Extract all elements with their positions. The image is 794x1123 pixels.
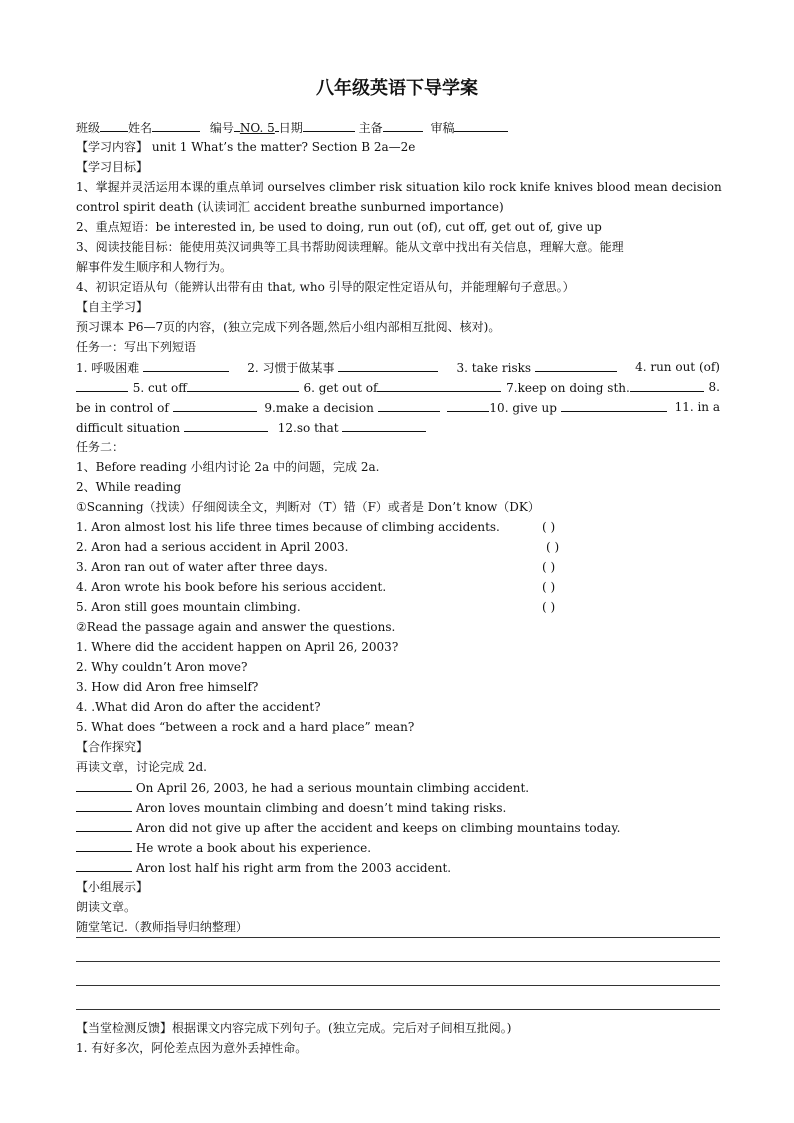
note-line <box>76 986 720 1010</box>
answer-paren[interactable]: ( ) <box>542 520 556 534</box>
phrase-12-blank[interactable] <box>342 417 426 432</box>
page-title: 八年级英语下导学案 <box>316 78 478 99</box>
coop-text: 再读文章，讨论完成 2d. <box>76 760 207 774</box>
number-label: 编号 <box>209 121 234 135</box>
number-value: NO. 5 <box>239 121 275 135</box>
phrase-7-blank[interactable] <box>630 377 704 392</box>
phrase-9: 9.make a decision <box>264 401 374 415</box>
phrase-5-blank[interactable] <box>187 377 299 392</box>
phrase-line-3 <box>76 397 720 417</box>
while-reading: 2、While reading <box>76 480 182 494</box>
phrase-11-blank[interactable] <box>184 417 268 432</box>
phrase-5: 5. cut off <box>132 381 187 395</box>
phrase-3: 3. take risks <box>456 361 532 375</box>
group-text: 朗读文章。 <box>76 900 137 914</box>
answer-paren[interactable]: ( ) <box>542 560 556 574</box>
scanning-instruction: ①Scanning（找读）仔细阅读全文，判断对（T）错（F）或者是 Don’t know（DK） <box>76 500 540 514</box>
phrase-2: 2. 习惯于做某事 <box>247 361 335 375</box>
question: 1. Where did the accident happen on April 26, 2003? <box>76 640 399 654</box>
tf-item <box>76 537 720 557</box>
header-info-line <box>76 117 720 137</box>
phrase-4-blank[interactable] <box>76 377 128 392</box>
phrase-10-pre-blank[interactable] <box>447 397 489 412</box>
note-line <box>76 938 720 962</box>
read-again-instruction: ②Read the passage again and answer the questions. <box>76 620 396 634</box>
phrase-1: 1. 呼吸困难 <box>76 361 140 375</box>
tf-item-text: 1. Aron almost lost his life three times because of climbing accidents. <box>76 520 500 534</box>
test-item: 1. 有好多次，阿伦差点因为意外丢掉性命。 <box>76 1041 308 1055</box>
tf-item <box>76 557 720 577</box>
date-blank[interactable] <box>303 117 355 132</box>
sequence-blank[interactable] <box>76 857 132 872</box>
tf-item <box>76 577 720 597</box>
worksheet-body <box>76 117 720 1058</box>
goal-line: 3、阅读技能目标：能使用英汉词典等工具书帮助阅读理解。能从文章中找出有关信息，理解大意。能理 <box>76 240 624 254</box>
question: 4. .What did Aron do after the accident? <box>76 700 321 714</box>
phrase-6-blank[interactable] <box>377 377 501 392</box>
sequence-item <box>76 797 720 817</box>
test-label: 【当堂检测反馈】 <box>76 1021 173 1035</box>
phrase-1-blank[interactable] <box>143 357 229 372</box>
sequence-text: Aron lost half his right arm from the 2003 accident. <box>135 861 452 875</box>
phrase-2-blank[interactable] <box>338 357 438 372</box>
sequence-item <box>76 817 720 837</box>
answer-paren[interactable]: ( ) <box>546 540 560 554</box>
preparer-label: 主备 <box>358 121 383 135</box>
test-line <box>76 1018 720 1038</box>
tf-item-text: 4. Aron wrote his book before his serious accident. <box>76 580 387 594</box>
class-blank[interactable] <box>100 117 128 132</box>
phrase-10: 10. give up <box>489 401 557 415</box>
sequence-text: Aron loves mountain climbing and doesn’t mind taking risks. <box>135 801 507 815</box>
sequence-item <box>76 837 720 857</box>
tf-item <box>76 517 720 537</box>
phrase-8-text: be in control of <box>76 401 169 415</box>
phrase-12: 12.so that <box>277 421 339 435</box>
phrase-line-2 <box>76 377 720 397</box>
coop-label: 【合作探究】 <box>76 740 149 754</box>
note-line <box>76 962 720 986</box>
name-blank[interactable] <box>152 117 200 132</box>
preparer-blank[interactable] <box>383 117 423 132</box>
goal-line: 4、初识定语从句（能辨认出带有由 that, who 引导的限定性定语从句，并能理解句子意思。） <box>76 280 575 294</box>
notes-heading: 随堂笔记.（教师指导归纳整理） <box>76 917 720 938</box>
goal-line: 解事件发生顺序和人物行为。 <box>76 260 233 274</box>
content-label: 【学习内容】 <box>76 140 149 154</box>
sequence-blank[interactable] <box>76 777 132 792</box>
reviewer-blank[interactable] <box>454 117 508 132</box>
phrase-9-blank[interactable] <box>378 397 440 412</box>
phrase-8-blank[interactable] <box>173 397 257 412</box>
sequence-item <box>76 777 720 797</box>
class-label: 班级 <box>76 121 101 135</box>
tf-item-text: 2. Aron had a serious accident in April 2003. <box>76 540 349 554</box>
before-reading: 1、Before reading 小组内讨论 2a 中的问题，完成 2a. <box>76 460 380 474</box>
reviewer-label: 审稿 <box>430 121 455 135</box>
phrase-11: 11. in a <box>674 400 720 414</box>
tf-item-text: 3. Aron ran out of water after three days. <box>76 560 328 574</box>
phrase-3-blank[interactable] <box>535 357 617 372</box>
sequence-blank[interactable] <box>76 797 132 812</box>
notes-area[interactable] <box>76 938 720 1010</box>
phrase-8: 8. <box>708 380 720 394</box>
goal-line: 2、重点短语：be interested in, be used to doing, run out (of), cut off, get out of, give up <box>76 220 602 234</box>
phrase-10-blank[interactable] <box>561 397 667 412</box>
task1-label: 任务一：写出下列短语 <box>76 340 197 354</box>
phrase-6: 6. get out of <box>303 381 378 395</box>
tf-item <box>76 597 720 617</box>
name-label: 姓名 <box>128 121 153 135</box>
goal-line: 1、掌握并灵活运用本课的重点单词 ourselves climber risk situation kilo rock knife knives blood mean decision <box>76 180 722 194</box>
sequence-item <box>76 857 720 877</box>
sequence-blank[interactable] <box>76 817 132 832</box>
test-text: 根据课文内容完成下列句子。(独立完成。完后对子间相互批阅。) <box>172 1021 512 1035</box>
phrase-11-text: difficult situation <box>76 421 181 435</box>
sequence-text: Aron did not give up after the accident and keeps on climbing mountains today. <box>135 821 621 835</box>
preview-text: 预习课本 P6—7页的内容，(独立完成下列各题,然后小组内部相互批阅、核对)。 <box>76 320 501 334</box>
content-text: unit 1 What’s the matter? Section B 2a—2e <box>151 140 416 154</box>
goals-label: 【学习目标】 <box>76 160 149 174</box>
sequence-text: On April 26, 2003, he had a serious mountain climbing accident. <box>135 781 530 795</box>
phrase-4: 4. run out (of) <box>635 360 720 374</box>
question: 5. What does “between a rock and a hard place” mean? <box>76 720 415 734</box>
task2-label: 任务二： <box>76 440 125 454</box>
sequence-text: He wrote a book about his experience. <box>135 841 372 855</box>
answer-paren[interactable]: ( ) <box>542 580 556 594</box>
question: 3. How did Aron free himself? <box>76 680 259 694</box>
group-label: 【小组展示】 <box>76 880 149 894</box>
phrase-7: 7.keep on doing sth. <box>506 381 630 395</box>
date-label: 日期 <box>278 121 303 135</box>
self-study-label: 【自主学习】 <box>76 300 149 314</box>
answer-paren[interactable]: ( ) <box>542 600 556 614</box>
content-line <box>76 137 720 157</box>
tf-item-text: 5. Aron still goes mountain climbing. <box>76 600 301 614</box>
goal-line: control spirit death (认读词汇 accident breathe sunburned importance) <box>76 200 504 214</box>
phrase-line-4 <box>76 417 720 437</box>
question: 2. Why couldn’t Aron move? <box>76 660 248 674</box>
phrase-line-1 <box>76 357 720 377</box>
sequence-blank[interactable] <box>76 837 132 852</box>
